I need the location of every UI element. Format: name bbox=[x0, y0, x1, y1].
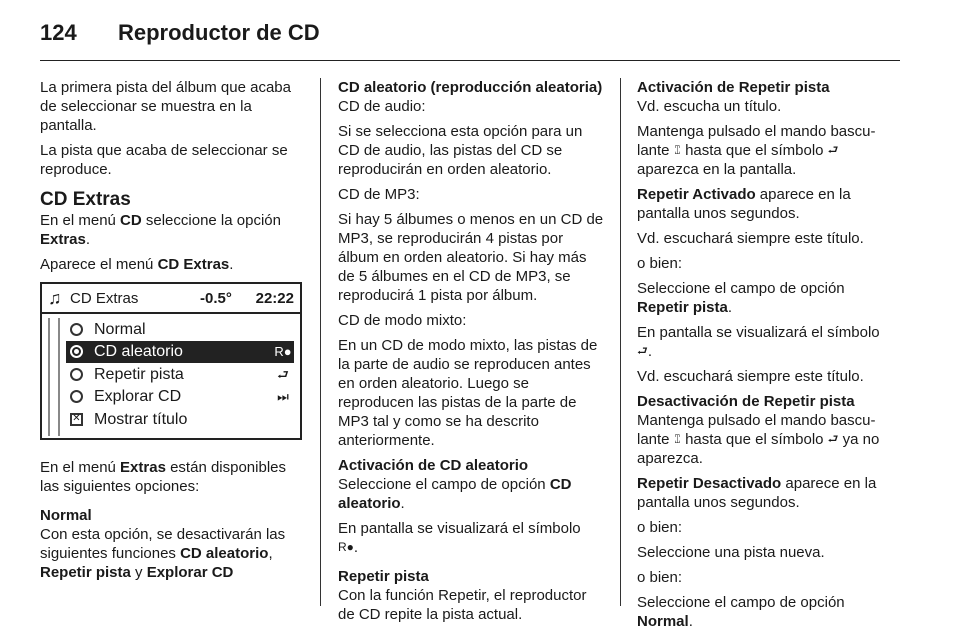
paragraph: Seleccione una pista nueva. bbox=[637, 544, 825, 561]
paragraph: Vd. escuchará siempre este título. bbox=[637, 230, 864, 247]
paragraph: Vd. escucha un título. bbox=[637, 98, 782, 115]
radio-icon bbox=[70, 368, 83, 381]
paragraph: CD de modo mixto: bbox=[338, 312, 467, 329]
paragraph: o bien: bbox=[637, 255, 683, 272]
menu-item-explorar-cd: Explorar CD ⏭ bbox=[66, 386, 294, 409]
paragraph: CD de audio: bbox=[338, 98, 426, 115]
paragraph: Si se selecciona esta opción para un CD de audio, las pistas del CD se reproducirán en orden aleatorio. bbox=[338, 123, 583, 178]
screen-title: CD Extras bbox=[70, 289, 139, 307]
paragraph: Seleccione el campo de opción Normal. bbox=[637, 594, 845, 630]
paragraph: Seleccione el campo de opción CD aleatorio. bbox=[338, 476, 572, 512]
subheading: Desactivación de Repetir pista bbox=[637, 393, 855, 410]
paragraph: Mantenga pulsado el mando basculante ⑄ hasta que el símbolo ⮐ aparezca en la pantalla. bbox=[637, 123, 876, 178]
repeat-icon: ⮐ bbox=[277, 366, 289, 382]
paragraph: Con la función Repetir, el reproductor de CD repite la pista actual. bbox=[338, 587, 587, 623]
screen-scroll-rail bbox=[48, 318, 60, 436]
temperature: -0.5° bbox=[200, 289, 232, 307]
page-number: 124 bbox=[40, 20, 77, 45]
column-3 bbox=[637, 78, 903, 637]
paragraph: Si hay 5 álbumes o menos en un CD de MP3, se reproducirán 4 pistas por álbum en orden aleatorio. Si hay más de 5 álbumes en el CD de MP3, se reproducirá 1 pista por álbum. bbox=[338, 211, 604, 304]
screen-menu bbox=[66, 318, 294, 431]
column-2 bbox=[338, 78, 604, 630]
paragraph: Mantenga pulsado el mando basculante ⑄ hasta que el símbolo ⮐ ya no aparezca. bbox=[637, 412, 880, 467]
rocker-switch-icon: ⑄ bbox=[673, 432, 681, 446]
repeat-icon: ⮐ bbox=[827, 432, 839, 446]
paragraph: En un CD de modo mixto, las pistas de la parte de audio se reproducen antes en orden aleatorio. Luego se reproducen las pistas de la parte de MP3 tal y como se ha descrito anteriormente. bbox=[338, 337, 598, 449]
paragraph: Seleccione el campo de opción Repetir pista. bbox=[637, 280, 845, 316]
paragraph: En el menú CD seleccione la opción Extras. bbox=[40, 212, 281, 248]
paragraph: o bien: bbox=[637, 519, 683, 536]
menu-item-mostrar-titulo: ✕ Mostrar título bbox=[66, 408, 294, 431]
random-icon: R● bbox=[338, 540, 354, 554]
page-title: Reproductor de CD bbox=[118, 20, 320, 45]
display-screenshot bbox=[40, 282, 302, 440]
subheading: Activación de CD aleatorio bbox=[338, 457, 529, 474]
column-1 bbox=[40, 78, 304, 588]
page-header bbox=[40, 20, 320, 50]
subheading: Activación de Repetir pista bbox=[637, 79, 830, 96]
paragraph: En pantalla se visualizará el símbolo R●. bbox=[338, 520, 581, 556]
paragraph: En el menú Extras están disponibles las siguientes opciones: bbox=[40, 459, 287, 495]
paragraph: Aparece el menú CD Extras. bbox=[40, 256, 234, 273]
header-rule bbox=[40, 60, 900, 61]
music-note-icon: ♫ bbox=[48, 287, 62, 308]
paragraph: Repetir Desactivado aparece en la pantalla unos segundos. bbox=[637, 475, 877, 511]
paragraph: Repetir Activado aparece en la pantalla unos segundos. bbox=[637, 186, 851, 222]
paragraph: En pantalla se visualizará el símbolo ⮐. bbox=[637, 324, 880, 360]
subheading: CD aleatorio (reproducción aleatoria) bbox=[338, 79, 603, 96]
radio-icon bbox=[70, 390, 83, 403]
paragraph: CD de MP3: bbox=[338, 186, 420, 203]
menu-item-repetir-pista: Repetir pista ⮐ bbox=[66, 363, 294, 386]
radio-selected-icon bbox=[70, 345, 83, 358]
column-divider-2 bbox=[620, 78, 621, 606]
column-divider-1 bbox=[320, 78, 321, 606]
repeat-icon: ⮐ bbox=[827, 143, 839, 157]
section-heading-cd-extras: CD Extras bbox=[40, 189, 131, 210]
paragraph: Con esta opción, se desactivarán las siguientes funciones CD aleatorio, Repetir pista y Explorar CD bbox=[40, 526, 286, 581]
screen-title-bar bbox=[42, 284, 300, 314]
paragraph: La primera pista del álbum que acaba de seleccionar se muestra en la pantalla. bbox=[40, 79, 291, 134]
checkbox-checked-icon: ✕ bbox=[70, 413, 83, 426]
random-icon: R● bbox=[274, 344, 292, 360]
radio-icon bbox=[70, 323, 83, 336]
paragraph: o bien: bbox=[637, 569, 683, 586]
repeat-icon: ⮐ bbox=[637, 344, 648, 358]
scan-icon: ⏭ bbox=[277, 389, 289, 405]
paragraph: La pista que acaba de seleccionar se reproduce. bbox=[40, 142, 288, 178]
menu-item-cd-aleatorio: CD aleatorio R● bbox=[66, 341, 294, 364]
subheading: Repetir pista bbox=[338, 568, 429, 585]
clock: 22:22 bbox=[255, 289, 294, 307]
menu-item-normal: Normal bbox=[66, 318, 294, 341]
rocker-switch-icon: ⑄ bbox=[673, 143, 681, 157]
paragraph: Vd. escuchará siempre este título. bbox=[637, 368, 864, 385]
subheading-normal: Normal bbox=[40, 507, 92, 524]
